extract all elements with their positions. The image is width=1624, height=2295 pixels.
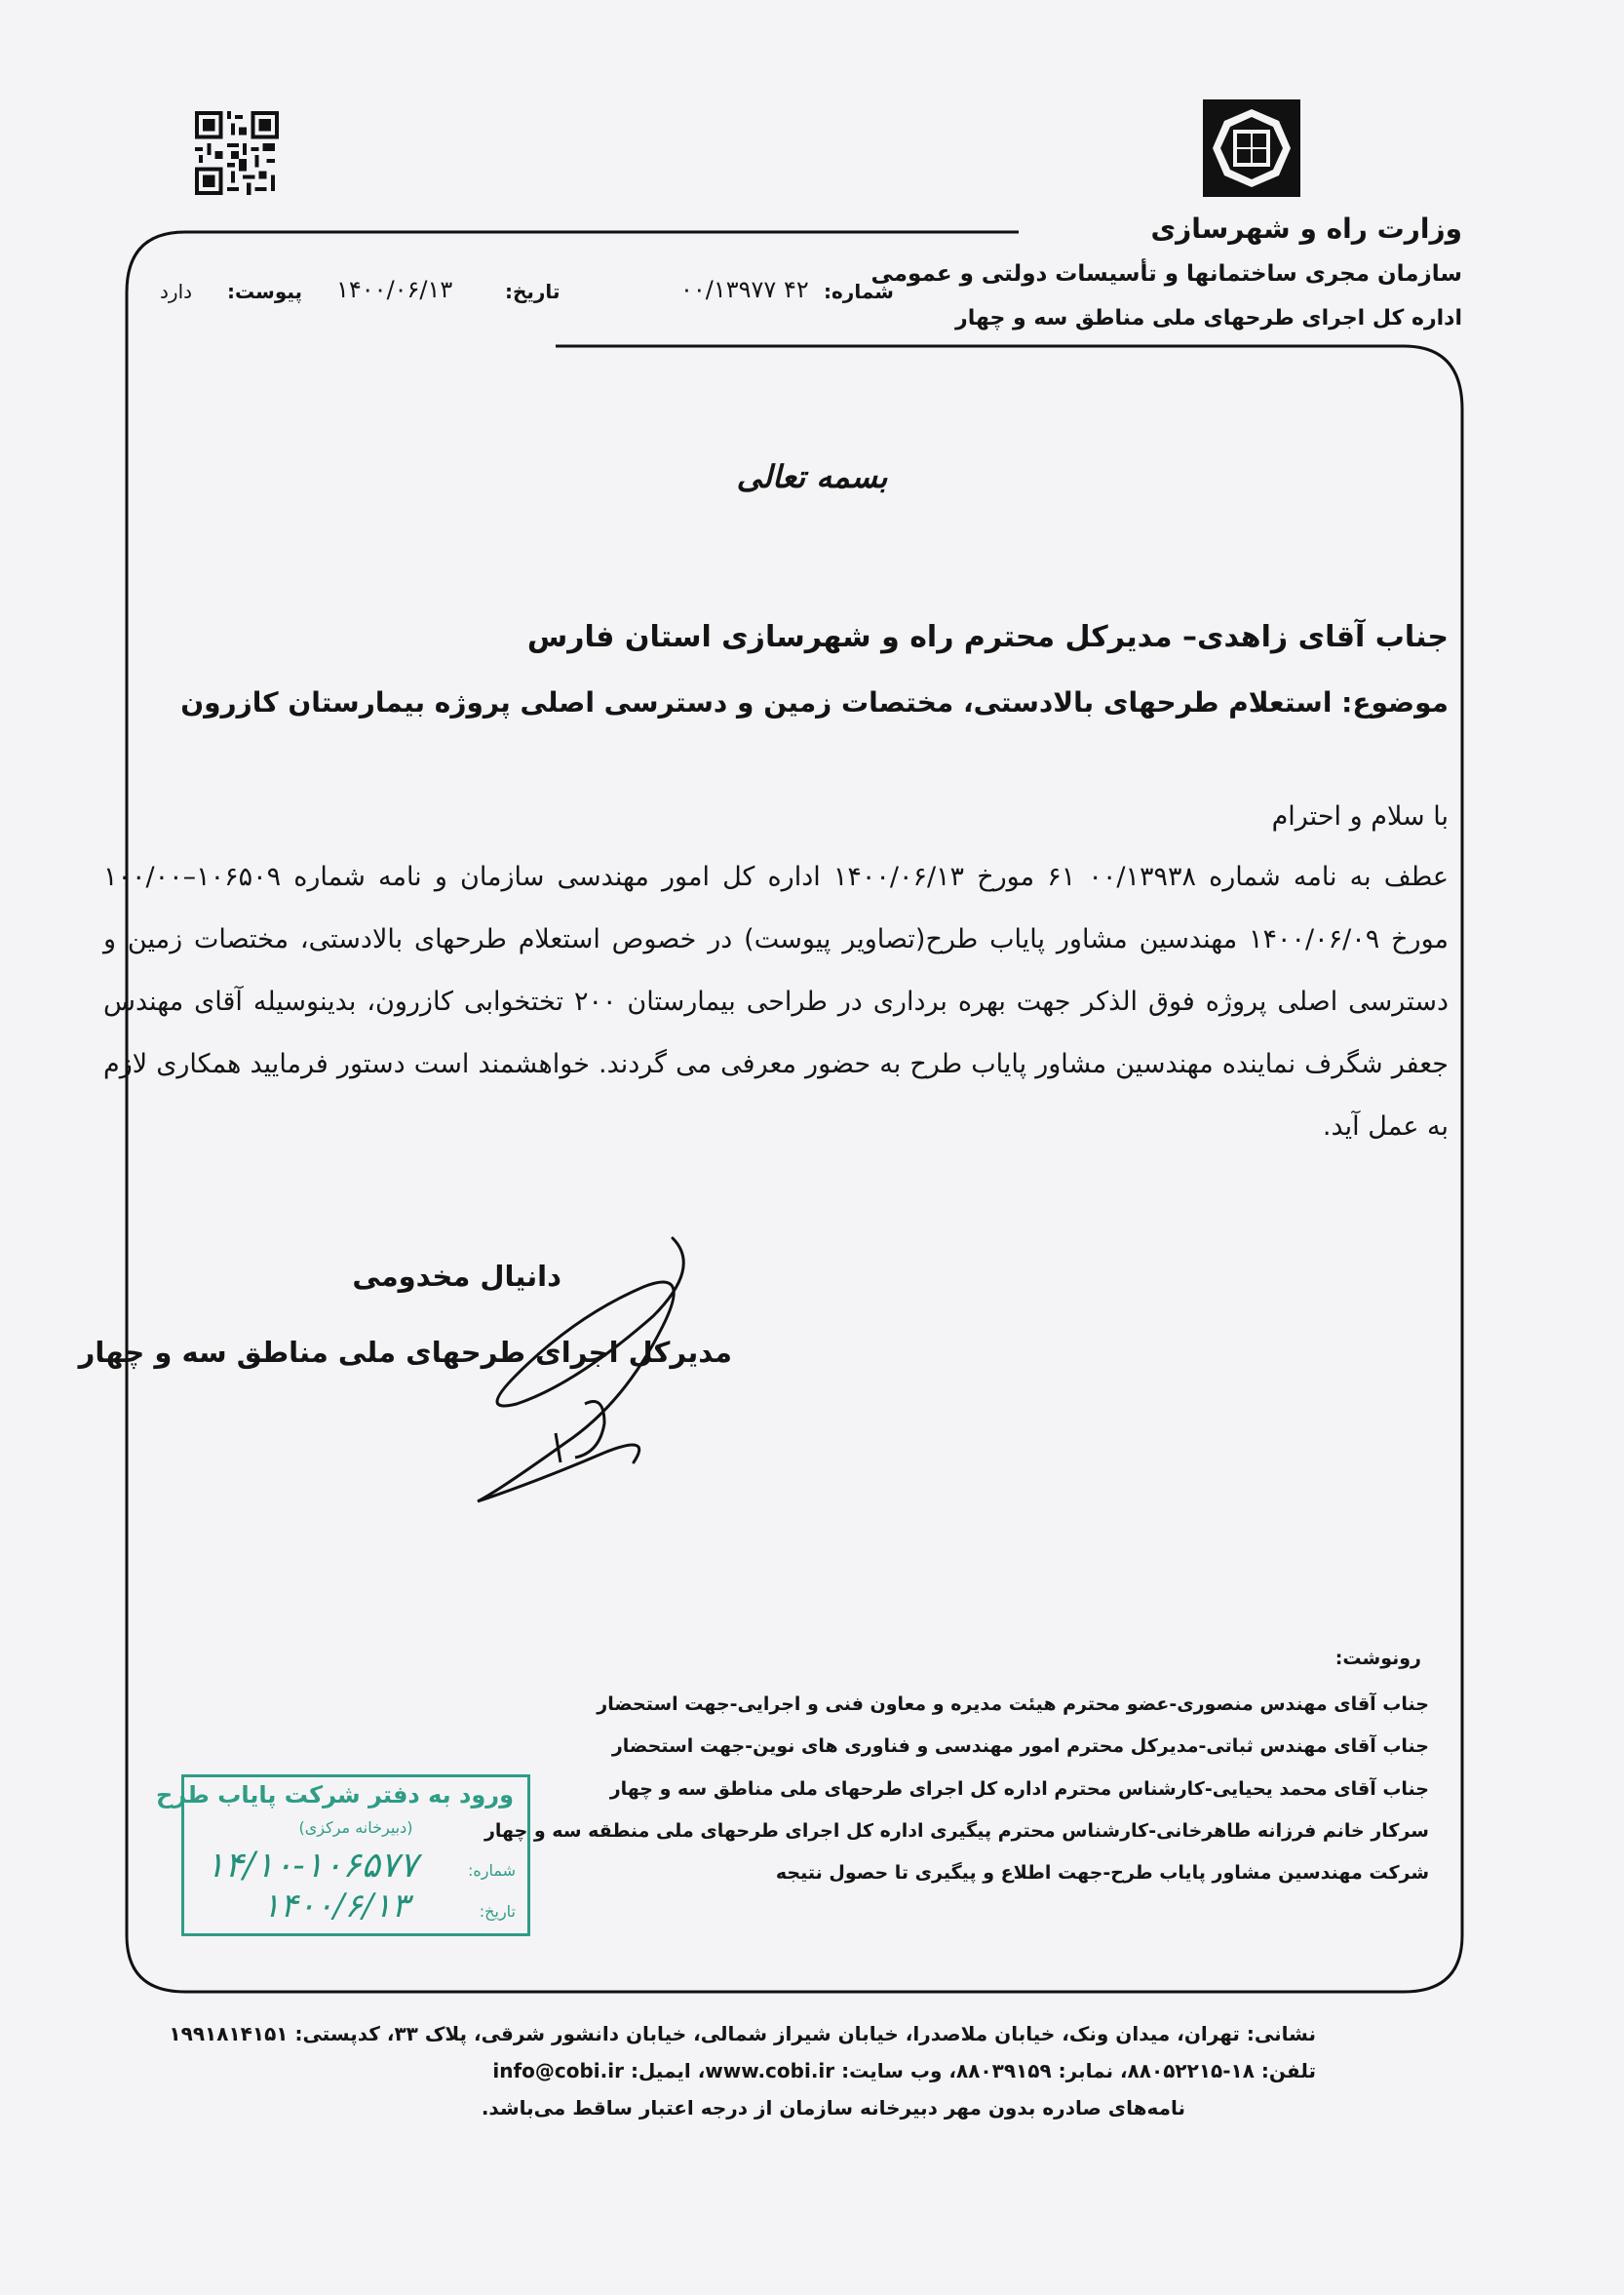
stamp-number-label: شماره:: [467, 1861, 516, 1880]
footer-address: نشانی: تهران، میدان ونک، خیابان ملاصدرا، خیابان شیراز شمالی، خیابان دانشور شرقی، پلاک ۳۳، کدپستی: ۱۹۹۱۸۱۴۱۵۱: [169, 2022, 1316, 2045]
letter-date-value: ۱۴۰۰/۰۶/۱۳: [336, 276, 453, 303]
body-line: مورخ ۱۴۰۰/۰۶/۰۹ مهندسین مشاور پایاب طرح(تصاویر پیوست) در خصوص استعلام طرحهای بالادستی، مختصات زمین و: [103, 924, 1449, 954]
body-line: به عمل آید.: [1322, 1111, 1449, 1142]
body-line: جعفر شگرف نماینده مهندسین مشاور پایاب طرح به حضور معرفی می گردند. خواهشمند است دستور فرمایید همکاری لازم: [103, 1049, 1449, 1079]
letter-number-label: شماره:: [824, 280, 894, 303]
cc-item: جناب آقای مهندس ثباتی-مدیرکل محترم امور مهندسی و فناوری های نوین-جهت استحضار: [611, 1735, 1429, 1757]
cc-item: جناب آقای مهندس منصوری-عضو محترم هیئت مدیره و معاون فنی و اجرایی-جهت استحضار: [597, 1693, 1429, 1715]
signer-title: مدیرکل اجرای طرحهای ملی مناطق سه و چهار: [78, 1336, 732, 1369]
body-line: عطف به نامه شماره ۰۰/۱۳۹۳۸ ۶۱ مورخ ۱۴۰۰/۰۶/۱۳ اداره کل امور مهندسی سازمان و نامه شماره ۱۰۶۵۰۹–۱۰۰/۰۰: [103, 862, 1450, 892]
attachment-label: پیوست:: [227, 280, 303, 303]
stamp-number-handwritten: ۱۴/۱۰-۱۰۶۵۷۷: [206, 1846, 418, 1886]
cc-item: جناب آقای محمد یحیایی-کارشناس محترم اداره کل اجرای طرحهای ملی مناطق سه و چهار: [609, 1778, 1429, 1800]
attachment-value: دارد: [160, 280, 193, 303]
cc-item: شرکت مهندسین مشاور پایاب طرح-جهت اطلاع و پیگیری تا حصول نتیجه: [775, 1862, 1429, 1884]
cc-heading: رونوشت:: [1334, 1648, 1421, 1669]
stamp-title: ورود به دفتر شرکت پایاب طرح: [156, 1781, 514, 1809]
greeting: با سلام و احترام: [1271, 801, 1449, 832]
subject-line: موضوع: استعلام طرحهای بالادستی، مختصات زمین و دسترسی اصلی پروژه بیمارستان کازرون: [180, 686, 1449, 719]
cc-item: سرکار خانم فرزانه طاهرخانی-کارشناس محترم پیگیری اداره کل اجرای طرحهای ملی منطقه سه و چهار: [483, 1820, 1429, 1842]
letter-date-label: تاریخ:: [505, 280, 561, 303]
basmala: بسمه تعالی: [736, 458, 888, 495]
qr-code: [195, 111, 279, 195]
stamp-date-handwritten: ۱۴۰۰/۶/۱۳: [262, 1887, 409, 1925]
received-stamp: [156, 1774, 530, 1936]
body-line: دسترسی اصلی پروژه فوق الذکر جهت بهره برداری در طراحی بیمارستان ۲۰۰ تختخوابی کازرون، بدینوسیله آقای مهندس: [103, 987, 1449, 1017]
department-name: اداره کل اجرای طرحهای ملی مناطق سه و چهار: [955, 306, 1462, 331]
organization-name: سازمان مجری ساختمانها و تأسیسات دولتی و عمومی: [870, 261, 1462, 287]
footer-notice: نامه‌های صادره بدون مهر دبیرخانه سازمان از درجه اعتبار ساقط می‌باشد.: [481, 2096, 1185, 2120]
stamp-subtitle: (دبیرخانه مرکزی): [298, 1818, 413, 1837]
ministry-logo: [1201, 97, 1302, 199]
addressee: جناب آقای زاهدی– مدیرکل محترم راه و شهرسازی استان فارس: [526, 620, 1449, 654]
ministry-name: وزارت راه و شهرسازی: [1150, 213, 1462, 245]
letter-number-value: ۴۲ ۰۰/۱۳۹۷۷: [680, 276, 809, 303]
signer-name: دانیال مخدومی: [352, 1260, 561, 1293]
stamp-date-label: تاریخ:: [479, 1902, 516, 1921]
footer-contact: تلفن: ۱۸-۸۸۰۵۲۲۱۵، نمابر: ۸۸۰۳۹۱۵۹، وب سایت: www.cobi.ir، ایمیل: info@cobi.ir: [492, 2059, 1316, 2082]
